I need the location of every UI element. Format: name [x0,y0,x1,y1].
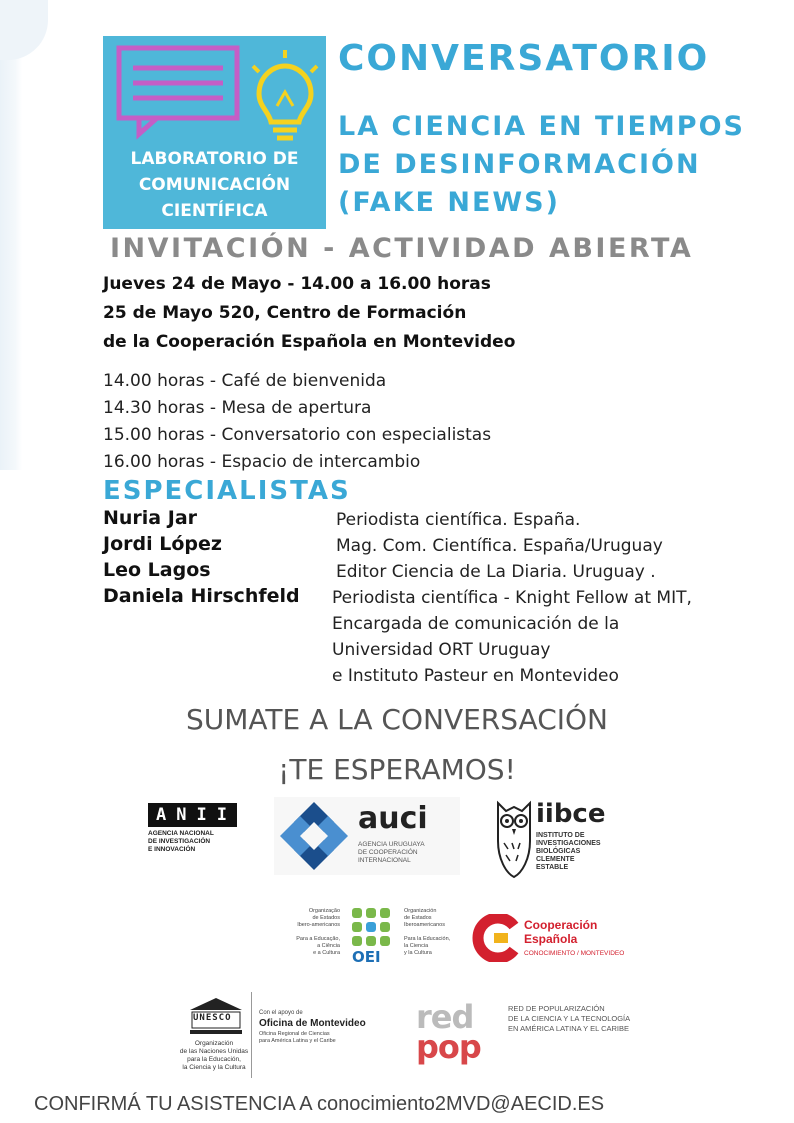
unesco-office-line: para América Latina y el Caribe [259,1038,336,1044]
redpop-text [508,1004,630,1034]
iibce-line: BIOLÓGICAS [536,848,581,855]
auci-emblem-icon [276,798,352,874]
redpop-logo [416,1000,656,1080]
background-decoration-corner [0,0,48,60]
redpop-bottom: pop [416,1028,481,1066]
oei-mark: OEI [352,948,381,966]
subtitle-line: DE DESINFORMACIÓN [338,149,701,180]
anii-line: E INNOVACIÓN [148,846,196,853]
cooperacion-line: Cooperación [524,918,598,932]
auci-text [358,841,425,865]
redpop-line: EN AMÉRICA LATINA Y EL CARIBE [508,1024,630,1033]
specialist-name: Daniela Hirschfeld [103,585,300,607]
subtitle-line: (FAKE NEWS) [338,187,560,218]
lab-logo [103,36,326,229]
subtitle-line: LA CIENCIA EN TIEMPOS [338,111,745,142]
oei-left-line: a Ciência [317,943,340,949]
oei-right-line: Organización [404,908,437,914]
iibce-line: ESTABLE [536,864,569,871]
cta-join: SUMATE A LA CONVERSACIÓN [185,703,609,736]
oei-right-line: Iberoamericanos [404,922,445,928]
anii-logo [148,803,258,854]
oei-left-line: e a Cultura [313,950,340,956]
schedule-item: 14.30 horas - Mesa de apertura [103,398,372,418]
invitation-heading: INVITACIÓN - ACTIVIDAD ABIERTA [110,233,694,264]
schedule-item: 14.00 horas - Café de bienvenida [103,371,387,391]
unesco-office-name: Oficina de Montevideo [259,1018,366,1029]
cta-waiting: ¡TE ESPERAMOS! [278,753,516,786]
cooperacion-line: Española [524,932,578,946]
unesco-line: Organización [194,1040,234,1047]
oei-left-text [286,908,340,957]
unesco-logo [166,996,262,1078]
oei-left-line: Ibero-americanos [297,922,340,928]
unesco-line: de las Naciones Unidas [179,1048,249,1055]
redpop-top: red [416,998,474,1036]
event-address-cont: de la Cooperación Española en Montevideo [103,332,516,352]
unesco-line: la Ciencia y la Cultura [182,1064,246,1071]
iibce-text [536,832,601,872]
speech-bubble-lightbulb-icon [103,36,326,156]
lab-logo-line: LABORATORIO DE [130,149,299,169]
specialist-role-line: Universidad ORT Uruguay [332,640,551,660]
oei-right-line: y la Cultura [404,950,432,956]
specialist-role-line: Encargada de comunicación de la [332,614,620,634]
oei-spacer [286,929,340,936]
auci-line: INTERNACIONAL [358,857,411,864]
specialists-heading: ESPECIALISTAS [103,476,351,506]
oei-logo [286,906,456,970]
background-decoration [0,0,22,470]
auci-logo [274,797,460,875]
unesco-mark: UNESCO [193,1013,232,1023]
schedule-item: 16.00 horas - Espacio de intercambio [103,452,421,472]
specialist-role-line: Periodista científica - Knight Fellow at MIT, [332,588,692,608]
auci-mark: auci [358,801,428,836]
unesco-office-line: Oficina Regional de Ciencias [259,1031,330,1037]
specialist-role [332,585,692,689]
oei-left-line: Organização [308,908,340,914]
lab-logo-text [103,146,326,224]
event-date: Jueves 24 de Mayo - 14.00 a 16.00 horas [103,274,491,294]
specialist-role-line: e Instituto Pasteur en Montevideo [332,666,619,686]
cooperacion-c-icon [472,914,520,962]
event-details [103,270,515,357]
iibce-line: CLEMENTE [536,856,575,863]
owl-icon [492,797,536,881]
cooperacion-text [524,918,597,946]
redpop-line: RED DE POPULARIZACIÓN [508,1004,605,1013]
lab-logo-line: CIENTÍFICA [161,201,268,221]
anii-mark [148,803,258,827]
specialist-role: Periodista científica. España. [336,510,581,530]
specialist-name: Jordi López [103,533,222,555]
unesco-support: Con el apoyo de [259,1010,303,1016]
specialist-role: Mag. Com. Científica. España/Uruguay [336,536,663,556]
iibce-logo [492,797,622,881]
event-address: 25 de Mayo 520, Centro de Formación [103,303,467,323]
schedule [103,368,491,476]
cooperacion-espanola-logo [472,912,652,966]
cooperacion-sub: CONOCIMIENTO / MONTEVIDEO [524,950,625,957]
page-title: CONVERSATORIO [338,38,710,79]
specialist-name: Leo Lagos [103,559,211,581]
iibce-line: INSTITUTO DE [536,832,585,839]
unesco-divider [251,992,252,1078]
oei-right-line: Para la Educación, [404,936,451,942]
oei-right-line: la Ciencia [404,943,429,949]
auci-line: AGENCIA URUGUAYA [358,841,425,848]
anii-line: AGENCIA NACIONAL [148,830,214,837]
unesco-line: para la Educación, [187,1056,241,1063]
lab-logo-line: COMUNICACIÓN [138,175,291,195]
rsvp-text: CONFIRMÁ TU ASISTENCIA A conocimiento2MVD@AECID.ES [34,1093,605,1115]
unesco-office-sub [259,1031,389,1045]
unesco-text [166,1040,262,1072]
schedule-item: 15.00 horas - Conversatorio con especialistas [103,425,492,445]
anii-text [148,830,258,854]
anii-mark-text: ANII [148,803,237,827]
redpop-line: DE LA CIENCIA Y LA TECNOLOGÍA [508,1014,631,1023]
unesco-office [259,1010,389,1045]
auci-line: DE COOPERACIÓN [358,849,418,856]
page-subtitle [338,108,745,222]
iibce-line: INVESTIGACIONES [536,840,601,847]
anii-line: DE INVESTIGACIÓN [148,838,211,845]
oei-right-line: de Estados [404,915,432,921]
specialist-name: Nuria Jar [103,507,198,529]
oei-left-line: de Estados [312,915,340,921]
oei-spacer [404,929,450,936]
iibce-mark: iibce [536,799,606,829]
oei-right-text [404,908,450,957]
oei-left-line: Para a Educação, [296,936,340,942]
specialist-role: Editor Ciencia de La Diaria. Uruguay . [336,562,656,582]
